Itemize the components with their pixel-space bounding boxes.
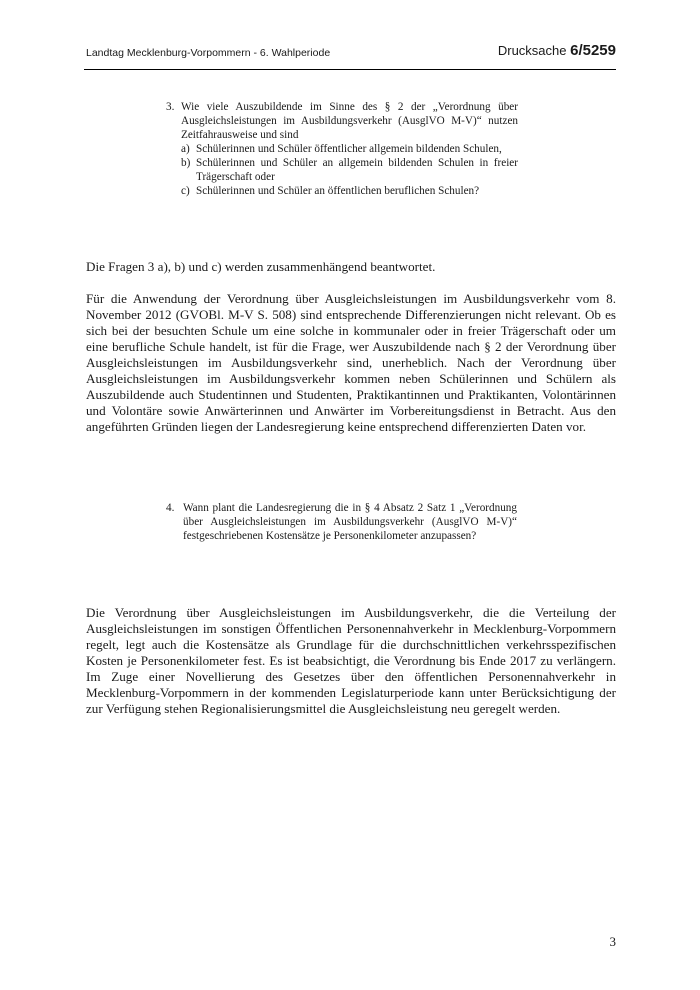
answer-4-body: Die Verordnung über Ausgleichsleistungen im Ausbildungsverkehr, die die Verteilung der Ausgleichsleistungen im sonstigen Öffentlichen Personennahverkehr in Mecklenburg-Vorpommern regelt, legt auch die Kostensätze als Grundlage für die durchschnittlichen verkehrsspezifischen Kosten je Personenkilometer fest. Es ist beabsichtigt, die Verordnung bis Ende 2017 zu verlängern. Im Zuge einer Novellierung des Gesetzes über den öffentlichen Personennahverkehr in Mecklenburg-Vorpommern in der kommenden Legislaturperiode kann unter Berücksichtigung der zur Verfügung stehen Regionalisierungsmittel die Ausgleichsleistung neu geregelt werden. [86, 605, 616, 716]
question-3 [166, 100, 518, 198]
item-label: b) [181, 157, 191, 169]
item-text: Schülerinnen und Schüler öffentlicher allgemein bildenden Schulen, [196, 143, 502, 155]
question-4 [166, 501, 517, 543]
question-3-item-c [181, 184, 518, 198]
header-document-prefix: Drucksache [497, 43, 571, 58]
question-4-text: Wann plant die Landesregierung die in § 4 Absatz 2 Satz 1 „Verordnung über Ausgleichsleistungen im Ausbildungsverkehr (AusglVO M-V)“ festgeschriebenen Kostensätze je Personenkilometer anzupassen? [183, 502, 517, 542]
question-3-items [181, 142, 518, 198]
item-text: Schülerinnen und Schüler an öffentlichen beruflichen Schulen? [196, 185, 480, 197]
question-3-number: 3. [166, 101, 175, 113]
item-label: a) [181, 143, 190, 155]
header-document-number [498, 42, 616, 59]
header-parliament-title: Landtag Mecklenburg-Vorpommern - 6. Wahlperiode [86, 47, 331, 59]
question-3-item-a [181, 142, 518, 156]
header-divider [84, 69, 616, 70]
question-3-text: Wie viele Auszubildende im Sinne des § 2 der „Verordnung über Ausgleichsleistungen im Ausbildungsverkehr (AusglVO M-V)“ nutzen Zeitfahrausweise und sind [181, 101, 518, 141]
header-document-id: 6/5259 [570, 42, 616, 59]
page-number: 3 [609, 934, 616, 949]
answer-3-intro: Die Fragen 3 a), b) und c) werden zusammenhängend beantwortet. [86, 259, 436, 274]
item-text: Schülerinnen und Schüler an allgemein bildenden Schulen in freier Trägerschaft oder [196, 157, 518, 183]
question-4-number: 4. [166, 502, 175, 514]
answer-3-body: Für die Anwendung der Verordnung über Ausgleichsleistungen im Ausbildungsverkehr vom 8. November 2012 (GVOBl. M-V S. 508) sind entsprechende Differenzierungen nicht relevant. Ob es sich bei der besuchten Schule um eine solche in kommunaler oder in freier Trägerschaft oder um eine berufliche Schule handelt, ist für die Frage, wer Auszubildende nach § 2 der Verordnung über Ausgleichsleistungen im Ausbildungsverkehr sind, unerheblich. Nach der Verordnung über Ausgleichsleistungen im Ausbildungsverkehr kommen neben Schülerinnen und Schülern als Auszubildende auch Studentinnen und Studenten, Praktikantinnen und Praktikanten, Volontärinnen und Volontäre sowie Anwärterinnen und Anwärter im Vorbereitungsdienst in Betracht. Aus den angeführten Gründen liegen der Landesregierung keine entsprechend differenzierten Daten vor. [86, 291, 616, 434]
question-3-item-b [181, 156, 518, 184]
item-label: c) [181, 185, 190, 197]
